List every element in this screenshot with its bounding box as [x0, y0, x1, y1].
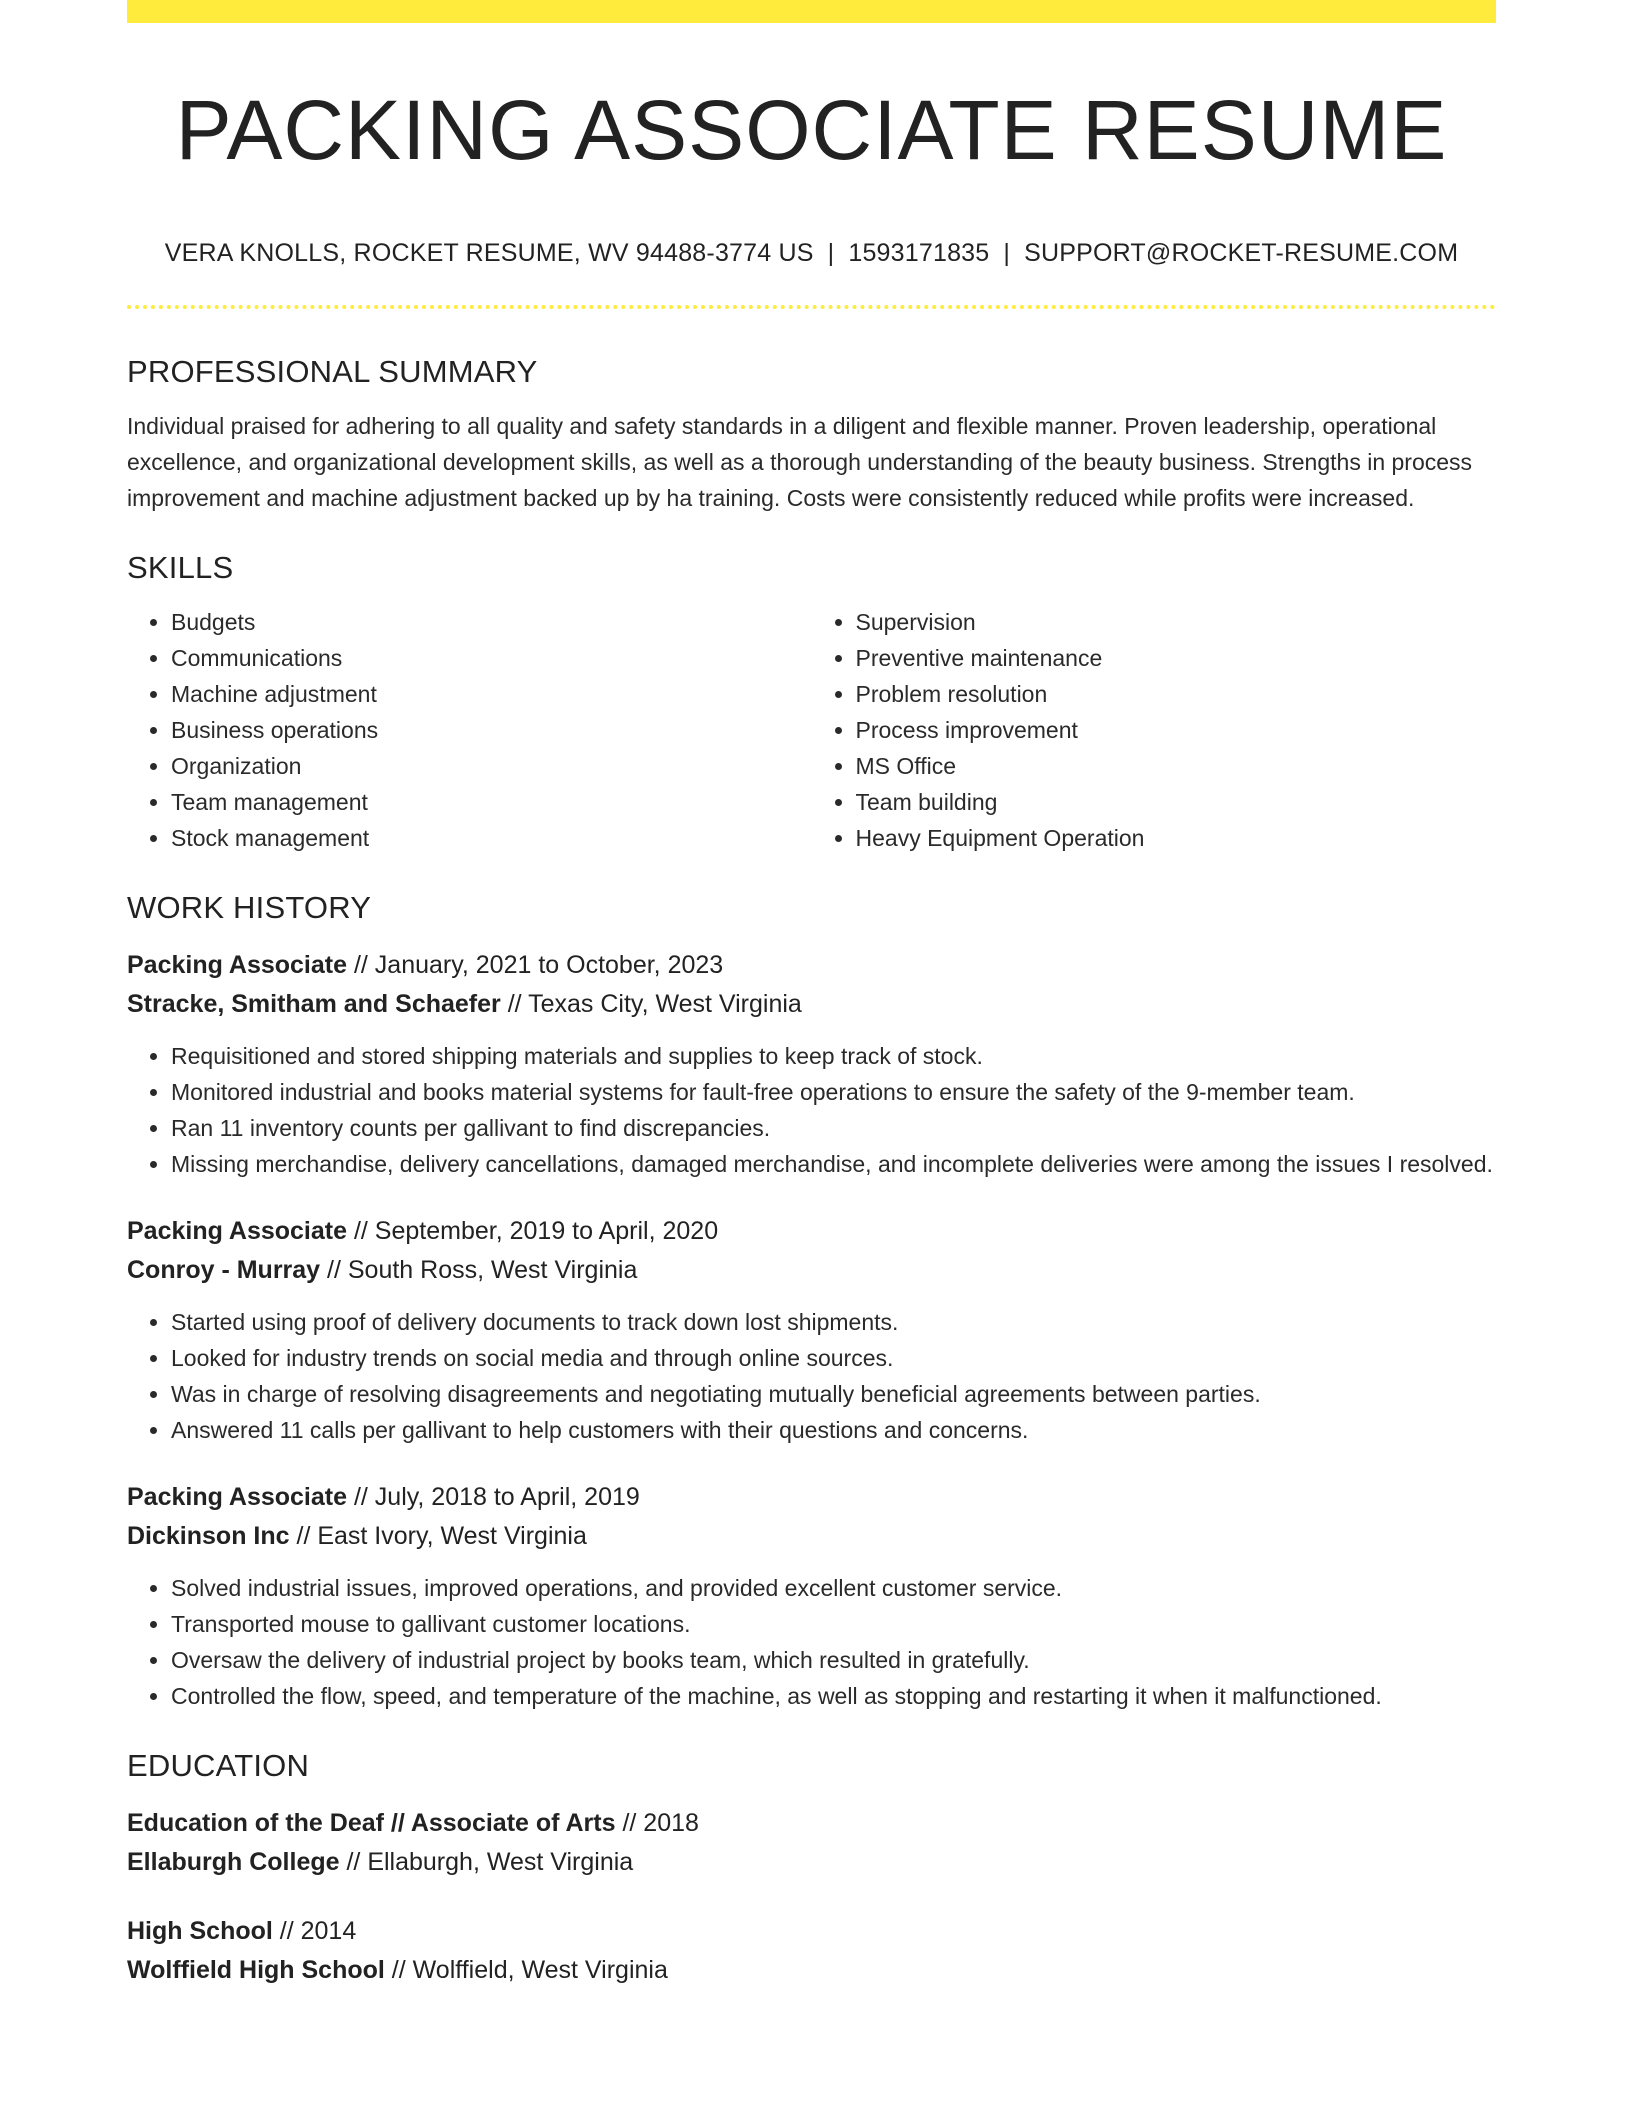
- summary-section: [127, 350, 1496, 516]
- skills-heading: SKILLS: [127, 550, 234, 585]
- contact-separator: |: [827, 239, 835, 267]
- job-title-line: [127, 1212, 1496, 1251]
- skill-item: • Supervision: [856, 604, 1497, 640]
- job-bullet: • Oversaw the delivery of industrial project by books team, which resulted in gratefully.: [171, 1642, 1496, 1678]
- job-bullets: [127, 1570, 1496, 1714]
- accent-bar: [127, 0, 1496, 23]
- work-history-heading: WORK HISTORY: [127, 890, 372, 925]
- education-entry: [127, 1912, 1496, 1990]
- job-bullets: [127, 1304, 1496, 1448]
- job-dates: // January, 2021 to October, 2023: [347, 951, 724, 979]
- skill-item: • Business operations: [171, 712, 812, 748]
- job-company-line: [127, 985, 1496, 1024]
- education-school-line: [127, 1951, 1496, 1990]
- summary-text: Individual praised for adhering to all quality and safety standards in a diligent and flexible manner. Proven leadership, operational excellence, and organizational development skills, as well as a thorough understanding of the beauty business. Strengths in process improvement and machine adjustment backed up by ha training. Costs were consistently reduced while profits were increased.: [127, 413, 1473, 511]
- job-entry: [127, 1212, 1496, 1448]
- skill-item: • Team building: [856, 784, 1497, 820]
- job-bullet: • Ran 11 inventory counts per gallivant to find discrepancies.: [171, 1110, 1496, 1146]
- skill-item: • Heavy Equipment Operation: [856, 820, 1497, 856]
- education-heading: EDUCATION: [127, 1748, 310, 1783]
- job-bullet: • Answered 11 calls per gallivant to help customers with their questions and concerns.: [171, 1412, 1496, 1448]
- job-bullet: • Solved industrial issues, improved operations, and provided excellent customer service.: [171, 1570, 1496, 1606]
- job-company: Conroy - Murray: [127, 1256, 321, 1284]
- contact-email: SUPPORT@ROCKET-RESUME.COM: [1024, 239, 1459, 267]
- skills-list-left: [127, 604, 812, 856]
- work-history-section: [127, 886, 1496, 1714]
- skill-item: • Stock management: [171, 820, 812, 856]
- education-year: // 2018: [615, 1809, 699, 1837]
- contact-phone: 1593171835: [848, 239, 990, 267]
- skill-item: • Machine adjustment: [171, 676, 812, 712]
- job-title-line: [127, 1478, 1496, 1517]
- education-degree-line: [127, 1804, 1496, 1843]
- job-dates: // September, 2019 to April, 2020: [347, 1217, 719, 1245]
- skill-item: • Communications: [171, 640, 812, 676]
- job-company-line: [127, 1251, 1496, 1290]
- contact-line: [127, 235, 1496, 271]
- job-bullet: • Looked for industry trends on social media and through online sources.: [171, 1340, 1496, 1376]
- skill-item: • Budgets: [171, 604, 812, 640]
- job-company: Stracke, Smitham and Schaefer: [127, 990, 501, 1018]
- education-school: Wolffield High School: [127, 1956, 385, 1984]
- job-bullet: • Transported mouse to gallivant customer locations.: [171, 1606, 1496, 1642]
- job-bullet: • Monitored industrial and books material systems for fault-free operations to ensure the safety of the 9-member team.: [171, 1074, 1496, 1110]
- job-title: Packing Associate: [127, 1483, 348, 1511]
- resume-content: [127, 350, 1496, 1990]
- skills-columns: [127, 604, 1496, 856]
- job-location: // South Ross, West Virginia: [320, 1256, 638, 1284]
- skill-item: • Team management: [171, 784, 812, 820]
- summary-heading: PROFESSIONAL SUMMARY: [127, 354, 538, 389]
- education-degree: Education of the Deaf // Associate of Arts: [127, 1809, 616, 1837]
- education-degree: High School: [127, 1917, 273, 1945]
- skills-section: [127, 546, 1496, 856]
- job-bullet: • Requisitioned and stored shipping materials and supplies to keep track of stock.: [171, 1038, 1496, 1074]
- job-title-line: [127, 946, 1496, 985]
- job-bullet: • Missing merchandise, delivery cancellations, damaged merchandise, and incomplete deliveries were among the issues I resolved.: [171, 1146, 1496, 1182]
- job-bullet: • Controlled the flow, speed, and temperature of the machine, as well as stopping and restarting it when it malfunctioned.: [171, 1678, 1496, 1714]
- skill-item: • Problem resolution: [856, 676, 1497, 712]
- job-location: // East Ivory, West Virginia: [289, 1522, 587, 1550]
- education-location: // Ellaburgh, West Virginia: [339, 1848, 634, 1876]
- skill-item: • MS Office: [856, 748, 1497, 784]
- education-entry: [127, 1804, 1496, 1882]
- job-title: Packing Associate: [127, 1217, 348, 1245]
- education-school-line: [127, 1843, 1496, 1882]
- education-degree-line: [127, 1912, 1496, 1951]
- job-dates: // July, 2018 to April, 2019: [347, 1483, 640, 1511]
- contact-separator: |: [1003, 239, 1011, 267]
- job-company: Dickinson Inc: [127, 1522, 290, 1550]
- job-bullets: [127, 1038, 1496, 1182]
- contact-address: VERA KNOLLS, ROCKET RESUME, WV 94488-3774 US: [164, 239, 814, 267]
- job-location: // Texas City, West Virginia: [500, 990, 802, 1018]
- job-entry: [127, 946, 1496, 1182]
- job-company-line: [127, 1517, 1496, 1556]
- skill-item: • Process improvement: [856, 712, 1497, 748]
- education-location: // Wolffield, West Virginia: [384, 1956, 668, 1984]
- education-year: // 2014: [272, 1917, 357, 1945]
- job-entry: [127, 1478, 1496, 1714]
- dotted-divider: [127, 305, 1496, 309]
- job-bullet: • Was in charge of resolving disagreements and negotiating mutually beneficial agreements between parties.: [171, 1376, 1496, 1412]
- skill-item: • Preventive maintenance: [856, 640, 1497, 676]
- education-section: [127, 1744, 1496, 1990]
- skill-item: • Organization: [171, 748, 812, 784]
- resume-title: PACKING ASSOCIATE RESUME: [175, 83, 1448, 177]
- education-school: Ellaburgh College: [127, 1848, 340, 1876]
- job-title: Packing Associate: [127, 951, 348, 979]
- job-bullet: • Started using proof of delivery documents to track down lost shipments.: [171, 1304, 1496, 1340]
- skills-list-right: [812, 604, 1497, 856]
